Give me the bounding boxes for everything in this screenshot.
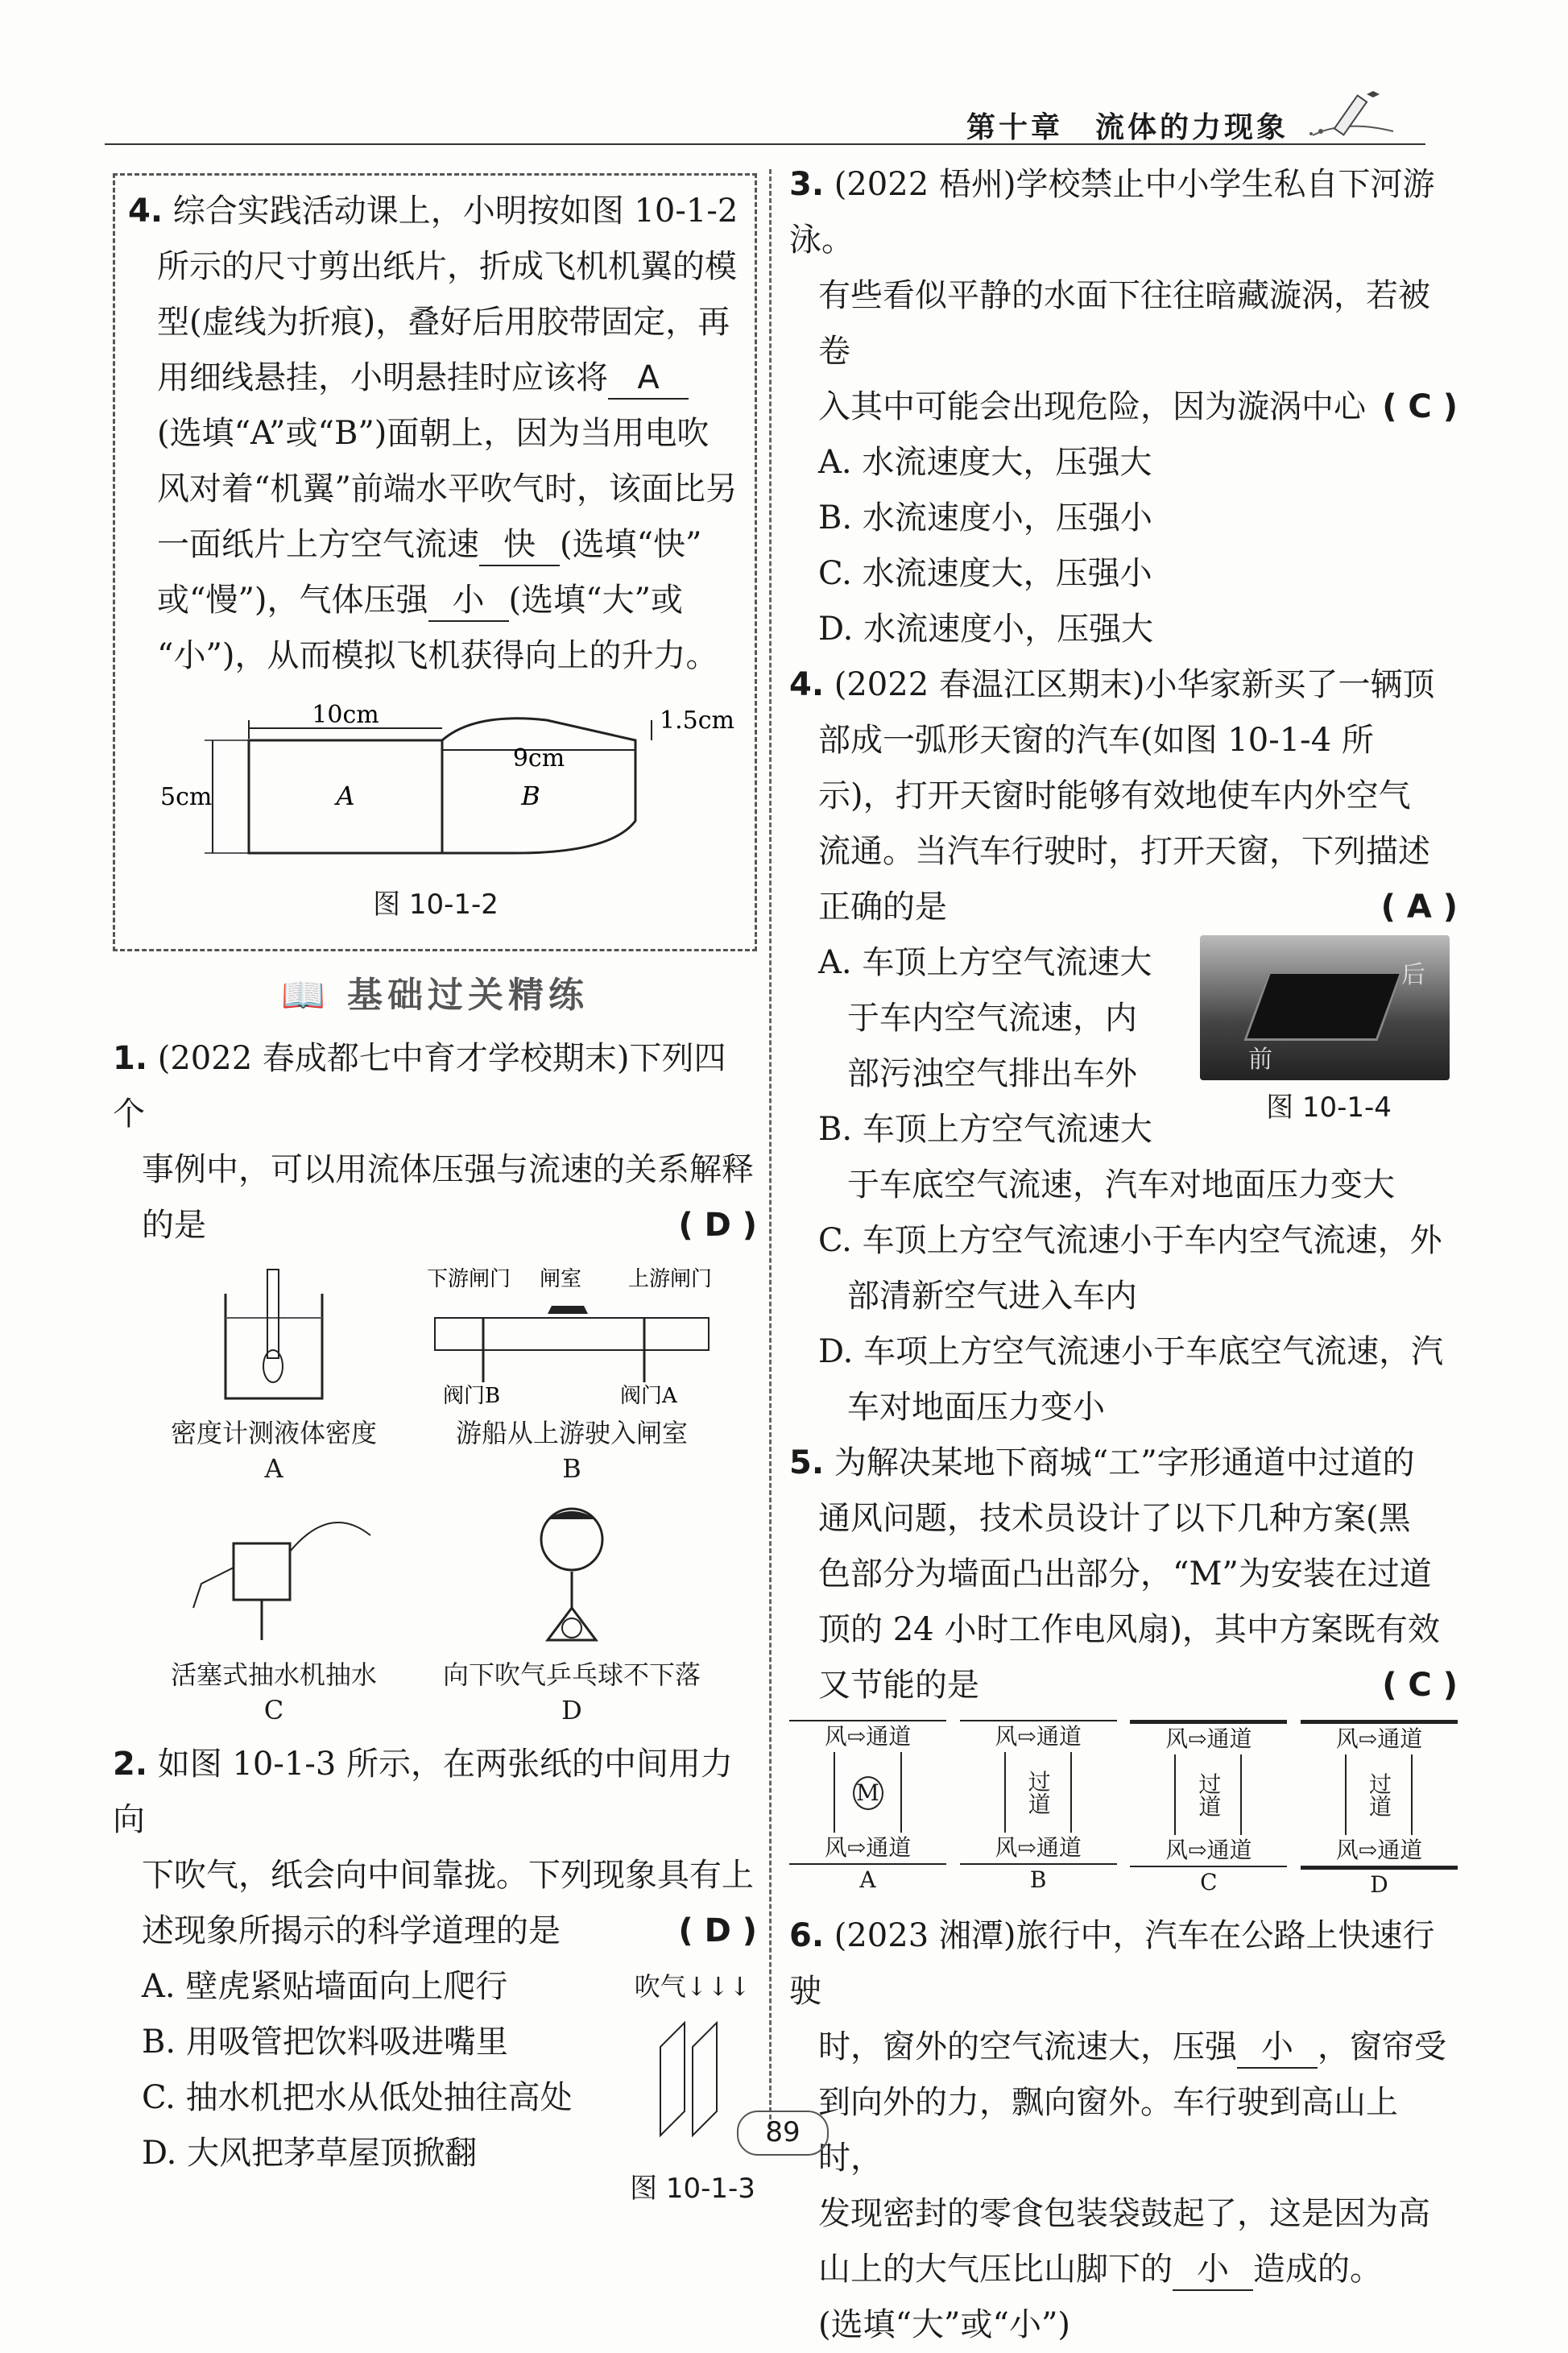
q6-text-6: (选填“大”或“小”) bbox=[818, 2306, 1071, 2343]
option-c-line2: 部清新空气进入车内 bbox=[847, 1278, 1137, 1315]
q5-line5 bbox=[789, 1658, 1458, 1713]
option-a: A. 壁虎紧贴墙面向上爬行 bbox=[142, 1968, 508, 2005]
pencil-book-icon bbox=[1297, 87, 1409, 143]
q4-line1 bbox=[128, 184, 743, 239]
figure-a-caption: 密度计测液体密度 bbox=[170, 1418, 377, 1448]
q4-text-3: 型(虚线为折痕)，叠好后用胶带固定，再 bbox=[157, 304, 730, 341]
option-d: D. 水流速度小，压强大 bbox=[818, 611, 1154, 648]
sunroof-opening bbox=[1243, 971, 1402, 1041]
q4-line4 bbox=[128, 350, 743, 406]
answer-choice: ( C ) bbox=[1382, 1667, 1458, 1704]
q6-text-5a: 山上的大气压比山脚下的 bbox=[818, 2251, 1173, 2288]
figure-10-1-4 bbox=[1200, 935, 1458, 1136]
q2-text-3: 述现象所揭示的科学道理的是 bbox=[142, 1912, 561, 1949]
q2-options-and-figure bbox=[113, 1959, 757, 2205]
question-4-right bbox=[789, 657, 1458, 1435]
aisle-label: 过道 bbox=[1004, 1752, 1072, 1833]
wind-top: 风⇨通道 bbox=[1130, 1720, 1287, 1754]
dim-10cm: 10cm bbox=[312, 701, 379, 729]
question-number: 2. bbox=[113, 1746, 148, 1783]
blow-label bbox=[628, 1959, 757, 2015]
q4r-text-3: 示)，打开天窗时能够有效地使车内外空气 bbox=[818, 777, 1411, 814]
q3-text-3: 入其中可能会出现危险，因为漩涡中心 bbox=[818, 388, 1366, 425]
valve-a-label: 阀门A bbox=[620, 1384, 677, 1406]
q6-text-4: 发现密封的零食包装袋鼓起了，这是因为高 bbox=[818, 2195, 1430, 2232]
option-d: D. 大风把茅草屋顶掀翻 bbox=[142, 2135, 478, 2172]
q4-text-4: 用细线悬挂，小明悬挂时应该将 bbox=[157, 359, 608, 396]
q4-text-8a: 或“慢”)，气体压强 bbox=[157, 582, 428, 619]
lock-chamber-label: 闸室 bbox=[540, 1267, 582, 1291]
q3-line1 bbox=[789, 157, 1458, 268]
section-title bbox=[113, 967, 757, 1023]
figure-d-letter: D bbox=[561, 1695, 582, 1725]
q2-text-1: 如图 10-1-3 所示，在两张纸的中间用力向 bbox=[113, 1746, 734, 1838]
q5-text-5: 又节能的是 bbox=[818, 1667, 979, 1704]
q5-text-2: 通风问题，技术员设计了以下几种方案(黑 bbox=[818, 1500, 1411, 1537]
question-6 bbox=[789, 1908, 1458, 2353]
diagram-b bbox=[960, 1720, 1117, 1900]
wind-top: 风⇨通道 bbox=[789, 1720, 946, 1752]
q6-line5 bbox=[789, 2242, 1458, 2297]
question-2 bbox=[113, 1737, 757, 2205]
option-a-line2: 于车内空气流速，内 bbox=[847, 1000, 1137, 1037]
figure-caption: 图 10-1-2 bbox=[373, 889, 499, 921]
dim-1-5cm: 1.5cm bbox=[660, 706, 734, 735]
wind-bottom: 风⇨通道 bbox=[1130, 1835, 1287, 1867]
answer-choice: ( D ) bbox=[678, 1207, 757, 1244]
figure-c-letter: C bbox=[263, 1695, 284, 1725]
q4r-text-4: 流通。当汽车行驶时，打开天窗，下列描述 bbox=[818, 833, 1430, 870]
fan-icon: M bbox=[853, 1776, 883, 1810]
q5-line1 bbox=[789, 1435, 1458, 1491]
answer-blank-1: A bbox=[608, 358, 689, 400]
q5-text-1: 为解决某地下商城“工”字形通道中过道的 bbox=[834, 1444, 1415, 1481]
letter-a: A bbox=[859, 1866, 876, 1893]
face-b-label: B bbox=[521, 781, 540, 811]
q4r-text-5: 正确的是 bbox=[818, 889, 947, 926]
book-icon: 📖 bbox=[280, 975, 348, 1016]
question-number: 4. bbox=[789, 666, 825, 703]
q1-text-3: 的是 bbox=[142, 1207, 206, 1244]
option-b-line2: 于车底空气流速，汽车对地面压力变大 bbox=[847, 1166, 1395, 1203]
q2-line3 bbox=[113, 1904, 757, 1959]
answer-blank-2: 快 bbox=[479, 524, 560, 566]
answer-choice: ( C ) bbox=[1382, 388, 1458, 425]
option-d-line1: D. 车项上方空气流速小于车底空气流速，汽 bbox=[818, 1333, 1444, 1370]
dim-9cm: 9cm bbox=[512, 744, 565, 773]
aisle-label: 过道 bbox=[1174, 1754, 1242, 1835]
piston-pump-icon bbox=[169, 1503, 379, 1648]
question-1 bbox=[113, 1031, 757, 1737]
q4-text-7b: (选填“快” bbox=[560, 526, 702, 563]
answer-blank-1: 小 bbox=[1237, 2027, 1318, 2069]
q4-text-1: 综合实践活动课上，小明按如图 10-1-2 bbox=[172, 193, 738, 230]
option-a-line3: 部污浊空气排出车外 bbox=[847, 1055, 1137, 1092]
q6-text-1: (2023 湘潭)旅行中，汽车在公路上快速行驶 bbox=[789, 1917, 1435, 2010]
answer-blank-3: 小 bbox=[428, 580, 509, 622]
wind-bottom: 风⇨通道 bbox=[960, 1833, 1117, 1865]
question-5 bbox=[789, 1435, 1458, 1900]
question-number: 6. bbox=[789, 1917, 825, 1954]
figure-a bbox=[129, 1261, 419, 1486]
wind-bottom: 风⇨通道 bbox=[789, 1833, 946, 1865]
q4-line7 bbox=[128, 517, 743, 573]
figure-10-1-3 bbox=[628, 1959, 757, 2217]
question-4-box bbox=[113, 173, 757, 951]
figure-a-letter: A bbox=[264, 1453, 283, 1484]
answer-choice: ( A ) bbox=[1380, 889, 1458, 926]
q4-text-6: 风对着“机翼”前端水平吹气时，该面比另 bbox=[157, 470, 738, 507]
q1-line3 bbox=[113, 1198, 757, 1253]
answer-choice: ( D ) bbox=[678, 1912, 757, 1949]
letter-c: C bbox=[1200, 1869, 1218, 1895]
wind-bottom: 风⇨通道 bbox=[1301, 1835, 1458, 1870]
option-b: B. 水流速度小，压强小 bbox=[818, 499, 1152, 536]
letter-d: D bbox=[1370, 1871, 1388, 1898]
q4-text-5: (选填“A”或“B”)面朝上，因为当用电吹 bbox=[157, 415, 710, 452]
dim-5cm: 5cm bbox=[160, 783, 213, 811]
q6-text-2a: 时，窗外的空气流速大，压强 bbox=[818, 2028, 1237, 2065]
diagram-d bbox=[1301, 1720, 1458, 1900]
q4-text-9: “小”)，从而模拟飞机获得向上的升力。 bbox=[157, 637, 718, 674]
column-divider bbox=[769, 169, 772, 2127]
hydrometer-beaker-icon bbox=[193, 1261, 354, 1406]
figure-b bbox=[427, 1261, 717, 1486]
q1-text-1: (2022 春成都七中育才学校期末)下列四个 bbox=[113, 1040, 726, 1133]
answer-blank-2: 小 bbox=[1173, 2249, 1253, 2291]
q3-line3 bbox=[789, 379, 1458, 435]
q4-line8 bbox=[128, 573, 743, 628]
q5-text-4: 顶的 24 小时工作电风扇)，其中方案既有效 bbox=[818, 1611, 1440, 1648]
wing-template-figure bbox=[128, 692, 740, 877]
figure-b-letter: B bbox=[562, 1453, 581, 1484]
downstream-gate-label: 下游闸门 bbox=[427, 1267, 511, 1291]
figure-c-caption: 活塞式抽水机抽水 bbox=[170, 1659, 377, 1690]
down-arrows-icon: ↓↓↓ bbox=[685, 1971, 751, 2002]
q2-text-2: 下吹气，纸会向中间靠拢。下列现象具有上 bbox=[142, 1857, 754, 1894]
figure-d-caption: 向下吹气乒乓球不下落 bbox=[442, 1659, 701, 1690]
option-c-line1: C. 车顶上方空气流速小于车内空气流速，外 bbox=[818, 1222, 1442, 1259]
q1-text-2: 事例中，可以用流体压强与流速的关系解释 bbox=[142, 1151, 754, 1188]
left-column bbox=[113, 173, 757, 2205]
option-b-line1: B. 车顶上方空气流速大 bbox=[818, 1111, 1152, 1148]
aisle-label: 过道 bbox=[1345, 1754, 1413, 1835]
back-label: 后 bbox=[1401, 961, 1425, 989]
ventilation-diagrams bbox=[789, 1720, 1458, 1900]
q4r-options-photo bbox=[789, 935, 1458, 1158]
question-number: 1. bbox=[113, 1040, 148, 1077]
figure-c bbox=[129, 1503, 419, 1728]
option-c: C. 水流速度大，压强小 bbox=[818, 555, 1152, 592]
funnel-ball-icon bbox=[491, 1503, 652, 1648]
option-c: C. 抽水机把水从低处抽往高处 bbox=[142, 2079, 573, 2116]
diagram-c bbox=[1130, 1720, 1287, 1900]
q6-line1 bbox=[789, 1908, 1458, 2020]
letter-b: B bbox=[1029, 1866, 1047, 1893]
valve-b-label: 阀门B bbox=[443, 1384, 501, 1406]
question-number: 3. bbox=[789, 166, 825, 203]
question-number: 4. bbox=[128, 193, 163, 230]
right-column bbox=[789, 157, 1458, 2353]
option-a-line1: A. 车顶上方空气流速大 bbox=[818, 944, 1152, 981]
option-d-line2: 车对地面压力变小 bbox=[847, 1389, 1105, 1426]
wind-top: 风⇨通道 bbox=[1301, 1720, 1458, 1754]
option-a: A. 水流速度大，压强大 bbox=[818, 444, 1152, 481]
q4-text-7a: 一面纸片上方空气流速 bbox=[157, 526, 479, 563]
q6-text-5b: 造成的。 bbox=[1253, 2251, 1382, 2288]
q4r-text-2: 部成一弧形天窗的汽车(如图 10-1-4 所 bbox=[818, 722, 1374, 759]
question-number: 5. bbox=[789, 1444, 825, 1481]
q5-text-3: 色部分为墙面凸出部分，“M”为安装在过道 bbox=[818, 1556, 1432, 1593]
q4-text-8b: (选填“大”或 bbox=[508, 582, 684, 619]
aisle-box bbox=[834, 1752, 902, 1833]
two-paper-sheets-icon bbox=[644, 2015, 741, 2144]
chapter-title: 第十章 流体的力现象 bbox=[966, 110, 1289, 144]
q4-text-2: 所示的尺寸剪出纸片，折成飞机机翼的模 bbox=[157, 248, 737, 285]
q4r-line5 bbox=[789, 880, 1458, 935]
upstream-gate-label: 上游闸门 bbox=[628, 1267, 713, 1291]
figure-caption: 图 10-1-3 bbox=[630, 2173, 755, 2205]
q1-line1 bbox=[113, 1031, 757, 1142]
q6-text-2b: ，窗帘受 bbox=[1318, 2028, 1446, 2065]
ship-lock-icon bbox=[427, 1261, 717, 1406]
page-header bbox=[105, 95, 1425, 145]
q4r-text-1: (2022 春温江区期末)小华家新买了一辆顶 bbox=[834, 666, 1435, 703]
q4r-line1 bbox=[789, 657, 1458, 713]
figure-b-caption: 游船从上游驶入闸室 bbox=[455, 1418, 688, 1448]
option-b: B. 用吸管把饮料吸进嘴里 bbox=[142, 2024, 508, 2061]
page-number: 89 bbox=[737, 2111, 829, 2156]
q6-line2 bbox=[789, 2020, 1458, 2075]
q2-line1 bbox=[113, 1737, 757, 1848]
q1-figures bbox=[113, 1253, 757, 1737]
wind-top: 风⇨通道 bbox=[960, 1720, 1117, 1752]
front-label: 前 bbox=[1248, 1046, 1272, 1074]
question-3 bbox=[789, 157, 1458, 657]
blow-label-text: 吹气 bbox=[634, 1971, 686, 2002]
q3-text-1: (2022 梧州)学校禁止中小学生私自下河游泳。 bbox=[789, 166, 1435, 259]
diagram-a bbox=[789, 1720, 946, 1900]
q6-text-3: 到向外的力，飘向窗外。车行驶到高山上时， bbox=[818, 2084, 1398, 2177]
figure-d bbox=[427, 1503, 717, 1728]
face-a-label: A bbox=[336, 781, 355, 811]
q3-text-2: 有些看似平静的水面下往往暗藏漩涡，若被卷 bbox=[818, 277, 1430, 370]
figure-caption: 图 10-1-4 bbox=[1266, 1092, 1392, 1124]
car-sunroof-photo bbox=[1200, 935, 1450, 1080]
section-title-text: 基础过关精练 bbox=[347, 975, 590, 1016]
